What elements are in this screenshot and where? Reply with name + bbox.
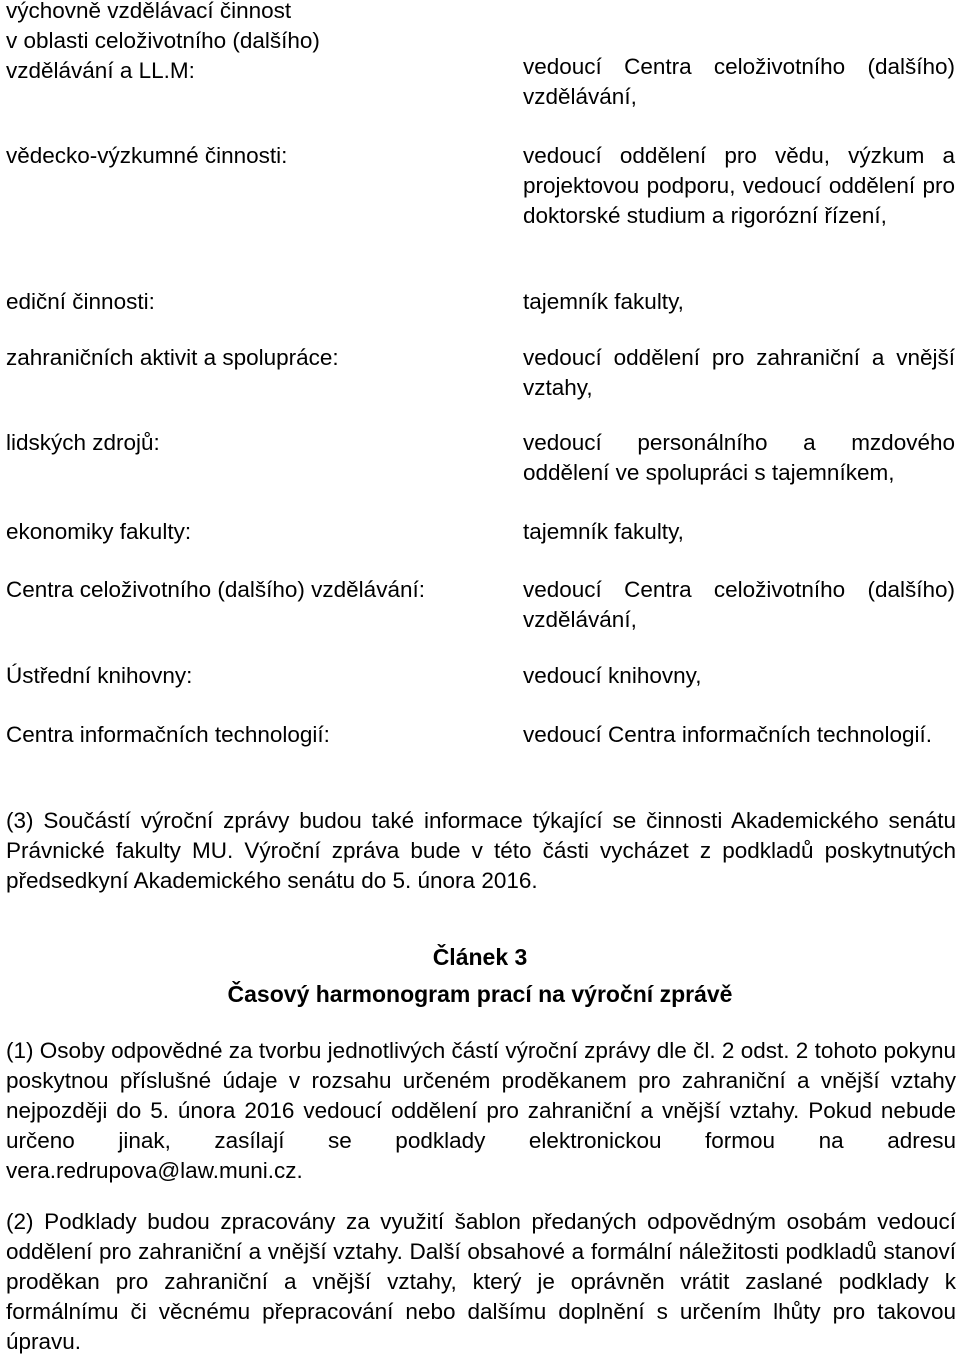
area-label-lifelong-education	[6, 0, 506, 86]
responsible-lifelong-centre: vedoucí Centra celoživotního (dalšího) vzdělávání,	[523, 577, 955, 632]
area-label-library	[6, 661, 506, 691]
responsible-research: vedoucí oddělení pro vědu, výzkum a projektovou podporu, vedoucí oddělení pro doktorské studium a rigorózní řízení,	[523, 143, 955, 228]
responsible-international: vedoucí oddělení pro zahraniční a vnější vztahy,	[523, 345, 955, 400]
area-label-line: Ústřední knihovny:	[6, 663, 193, 688]
area-label-economy	[6, 517, 506, 547]
area-label-it-centre	[6, 720, 506, 750]
responsible-lifelong-education: vedoucí Centra celoživotního (dalšího) vzdělávání,	[523, 54, 955, 109]
area-label-line: v oblasti celoživotního (dalšího)	[6, 28, 320, 53]
responsible-economy: tajemník fakulty,	[523, 519, 684, 544]
area-label-international	[6, 343, 506, 373]
area-label-line: zahraničních aktivit a spolupráce:	[6, 345, 339, 370]
responsible-it-centre: vedoucí Centra informačních technologií.	[523, 722, 932, 747]
paragraph-3: (3) Součástí výroční zprávy budou také informace týkající se činnosti Akademického senátu Právnické fakulty MU. Výroční zpráva bude v této části vycházet z podkladů poskytnutých předsedkyní Akademického senátu do 5. února 2016.	[6, 808, 956, 893]
area-label-line: vzdělávání a LL.M:	[6, 58, 195, 83]
article-title: Časový harmonogram prací na výroční zprávě	[227, 981, 733, 1007]
article-paragraph-2: (2) Podklady budou zpracovány za využití šablon předaných odpovědným osobám vedoucí oddělení pro zahraniční a vnější vztahy. Další obsahové a formální náležitosti podkladů stanoví proděkan pro zahraniční a vnější vztahy, který je oprávněn vrátit zaslané podklady k formálnímu či věcnému přepracování nebo dalšímu doplnění s určením lhůty pro takovou úpravu.	[6, 1209, 956, 1354]
article-paragraph-1: (1) Osoby odpovědné za tvorbu jednotlivých částí výroční zprávy dle čl. 2 odst. 2 tohoto pokynu poskytnou příslušné údaje v rozsahu určeném proděkanem pro zahraniční a vnější vztahy nejpozději do 5. února 2016 vedoucí oddělení pro zahraniční a vnější vztahy. Pokud nebude určeno jinak, zasílají se podklady elektronickou formou na adresu vera.redrupova@law.muni.cz.	[6, 1038, 956, 1183]
article-number: Článek 3	[432, 944, 528, 970]
area-label-line: lidských zdrojů:	[6, 430, 160, 455]
area-label-line: výchovně vzdělávací činnost	[6, 0, 292, 23]
responsible-human-resources: vedoucí personálního a mzdového oddělení ve spolupráci s tajemníkem,	[523, 430, 955, 485]
area-label-line: vědecko-výzkumné činnosti:	[6, 143, 288, 168]
area-label-line: Centra celoživotního (dalšího) vzdělávání:	[6, 577, 425, 602]
responsible-library: vedoucí knihovny,	[523, 663, 702, 688]
area-label-line: ediční činnosti:	[6, 289, 155, 314]
responsible-publishing: tajemník fakulty,	[523, 289, 684, 314]
area-label-line: Centra informačních technologií:	[6, 722, 330, 747]
area-label-line: ekonomiky fakulty:	[6, 519, 192, 544]
area-label-publishing	[6, 287, 506, 317]
area-label-human-resources	[6, 428, 506, 458]
area-label-research	[6, 141, 506, 171]
area-label-lifelong-centre	[6, 575, 506, 605]
